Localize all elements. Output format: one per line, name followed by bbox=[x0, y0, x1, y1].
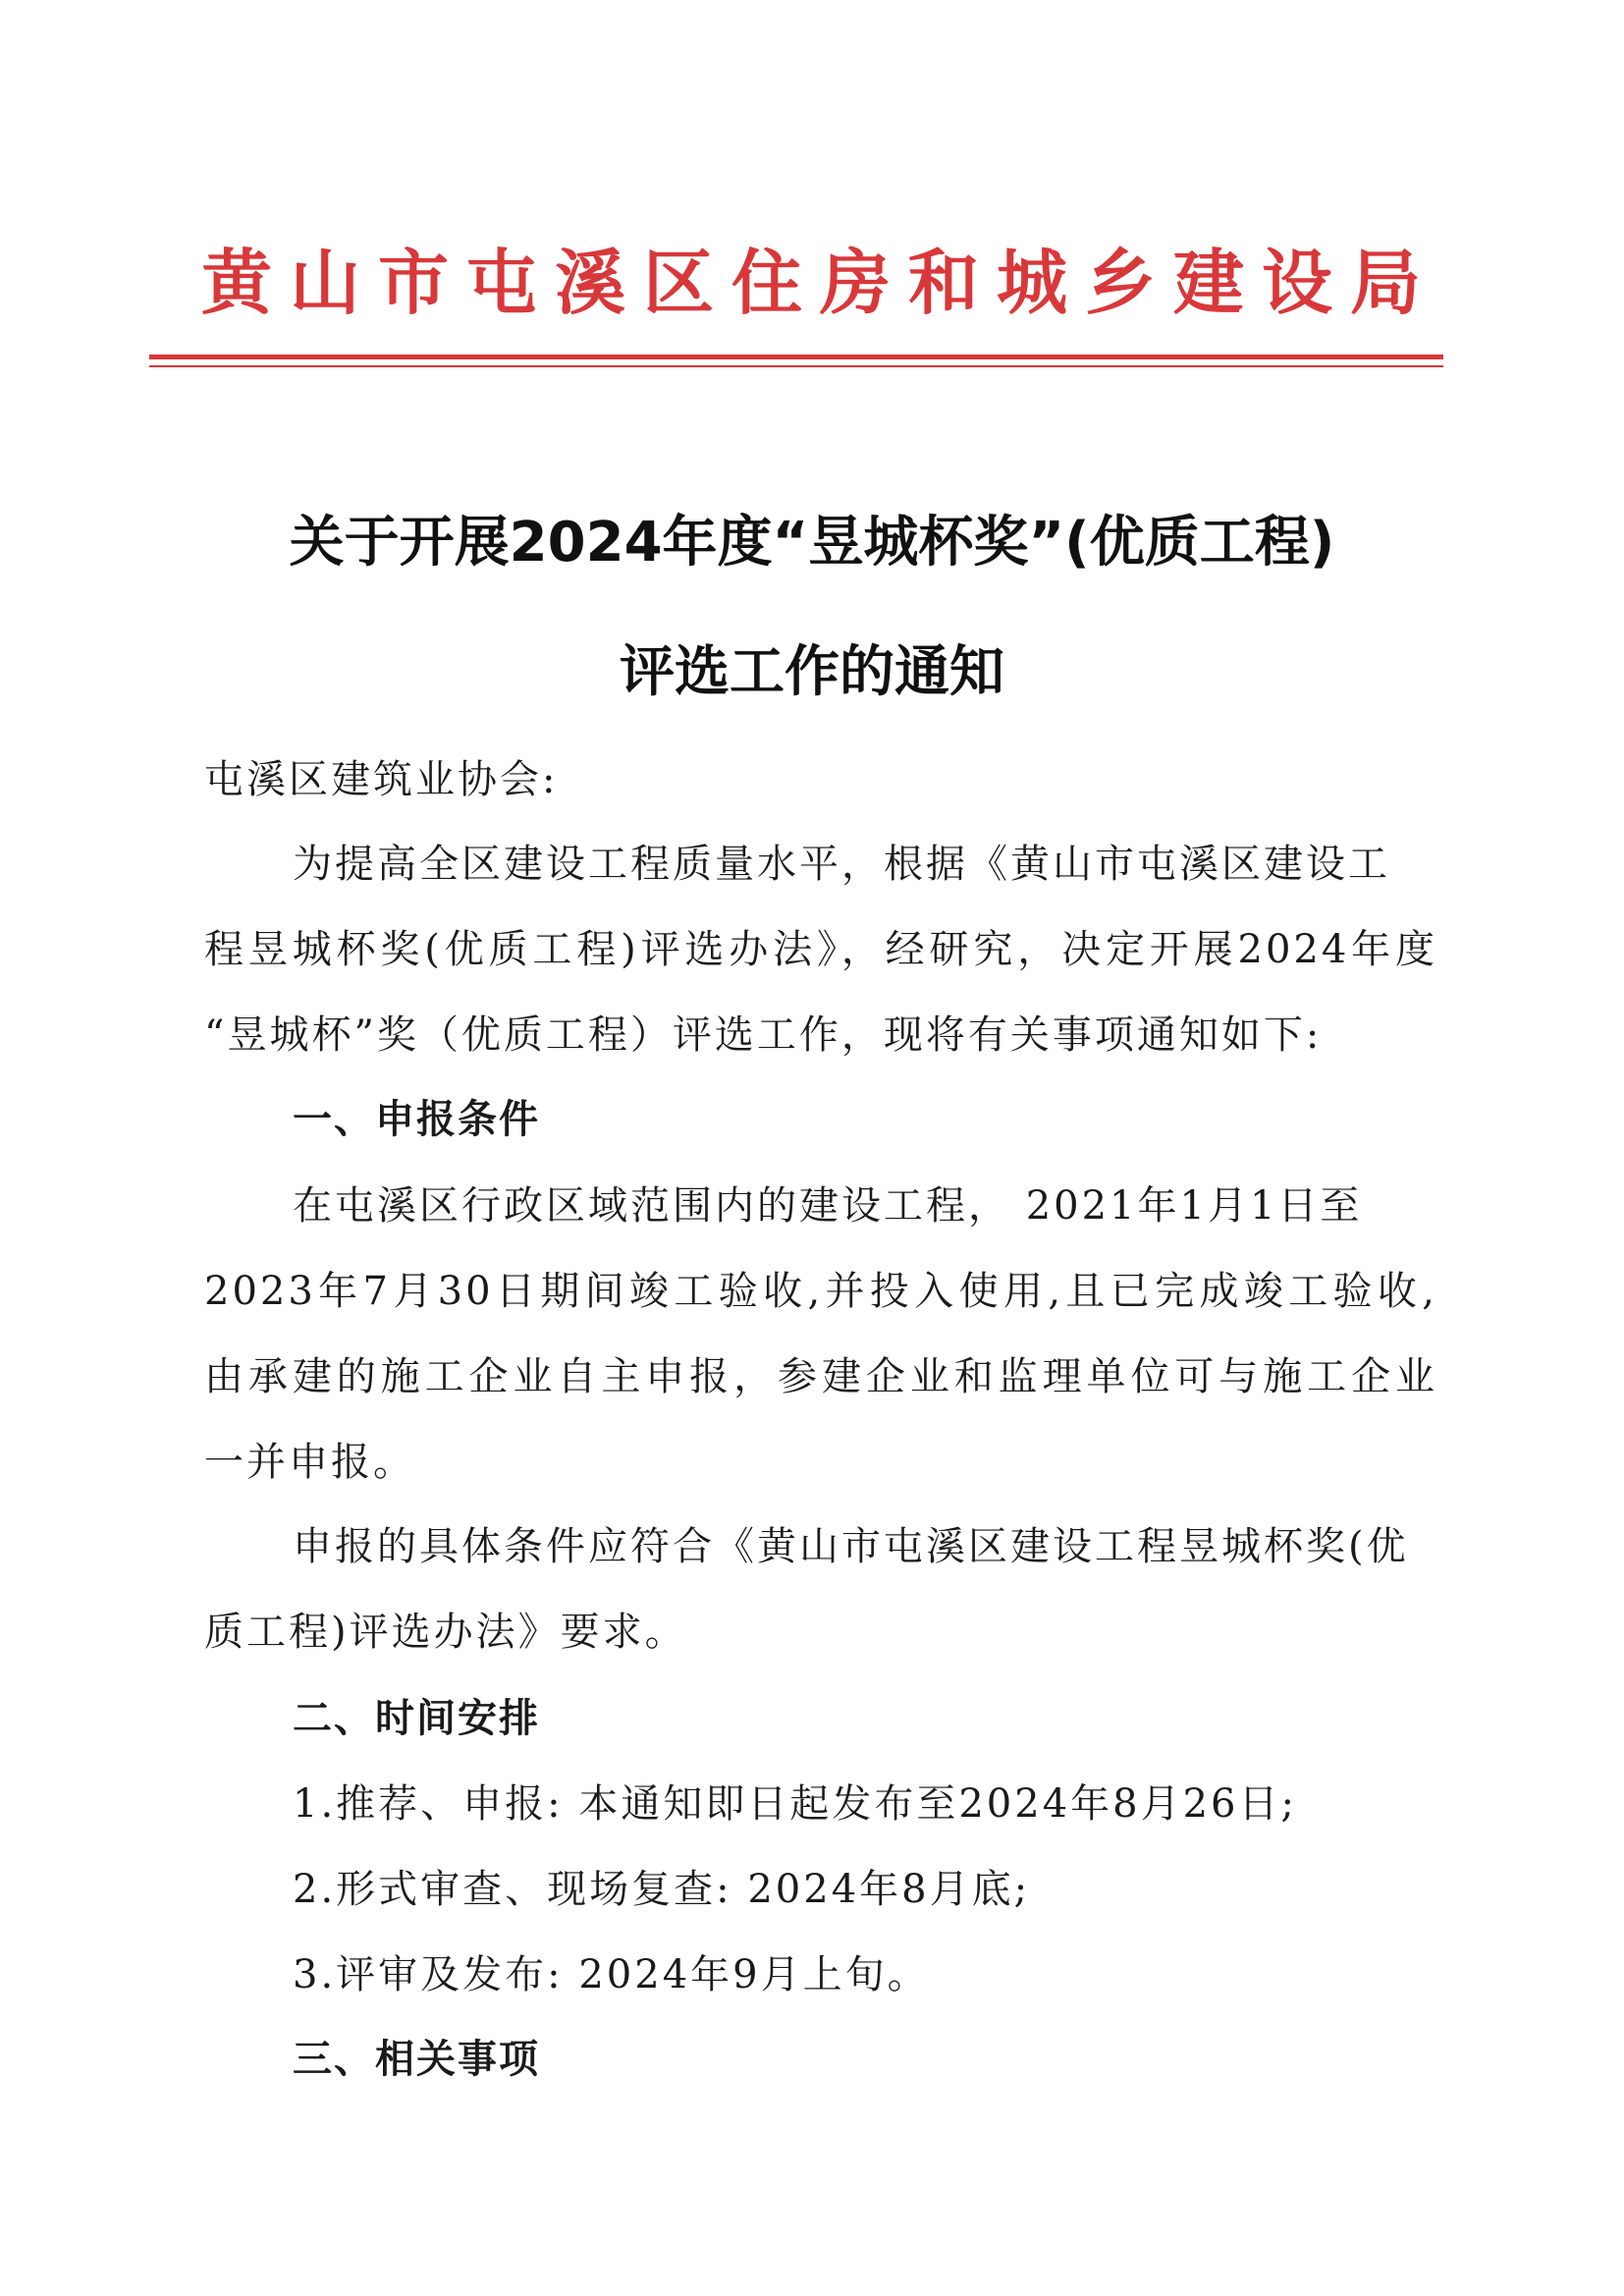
header-rule-thin bbox=[149, 365, 1443, 367]
org-header: 黄山市屯溪区住房和城乡建设局 bbox=[201, 242, 1439, 324]
section3-heading: 三、相关事项 bbox=[293, 2037, 540, 2082]
section1-para2-line2: 质工程)评选办法》要求。 bbox=[204, 1610, 687, 1655]
schedule-item-3: 3.评审及发布: 2024年9月上旬。 bbox=[293, 1952, 930, 1997]
header-rule-thick bbox=[149, 355, 1443, 359]
schedule-item-1: 1.推荐、申报: 本通知即日起发布至2024年8月26日; bbox=[293, 1781, 1297, 1827]
section1-para1-line3: 由承建的施工企业自主申报，参建企业和监理单位可与施工企业 bbox=[204, 1354, 1437, 1399]
section1-para1-line4: 一并申报。 bbox=[204, 1440, 415, 1485]
section1-heading: 一、申报条件 bbox=[293, 1097, 540, 1142]
doc-title-line1: 关于开展2024年度“昱城杯奖”(优质工程) bbox=[289, 511, 1335, 574]
schedule-item-2: 2.形式审查、现场复查: 2024年8月底; bbox=[293, 1867, 1031, 1912]
section1-para1-line1: 在屯溪区行政区域范围内的建设工程， 2021年1月1日至 bbox=[293, 1183, 1363, 1229]
intro-line-2: 程昱城杯奖(优质工程)评选办法》，经研究，决定开展2024年度 bbox=[204, 927, 1437, 972]
section1-para1-line2: 2023年7月30日期间竣工验收,并投入使用,且已完成竣工验收, bbox=[204, 1269, 1437, 1314]
intro-line-1: 为提高全区建设工程质量水平，根据《黄山市屯溪区建设工 bbox=[293, 842, 1390, 887]
salutation: 屯溪区建筑业协会: bbox=[204, 757, 559, 802]
doc-title-line2: 评选工作的通知 bbox=[620, 640, 1004, 704]
section2-heading: 二、时间安排 bbox=[293, 1696, 540, 1741]
intro-line-3: “昱城杯”奖（优质工程）评选工作，现将有关事项通知如下: bbox=[204, 1012, 1323, 1058]
section1-para2-line1: 申报的具体条件应符合《黄山市屯溪区建设工程昱城杯奖(优 bbox=[293, 1524, 1409, 1569]
